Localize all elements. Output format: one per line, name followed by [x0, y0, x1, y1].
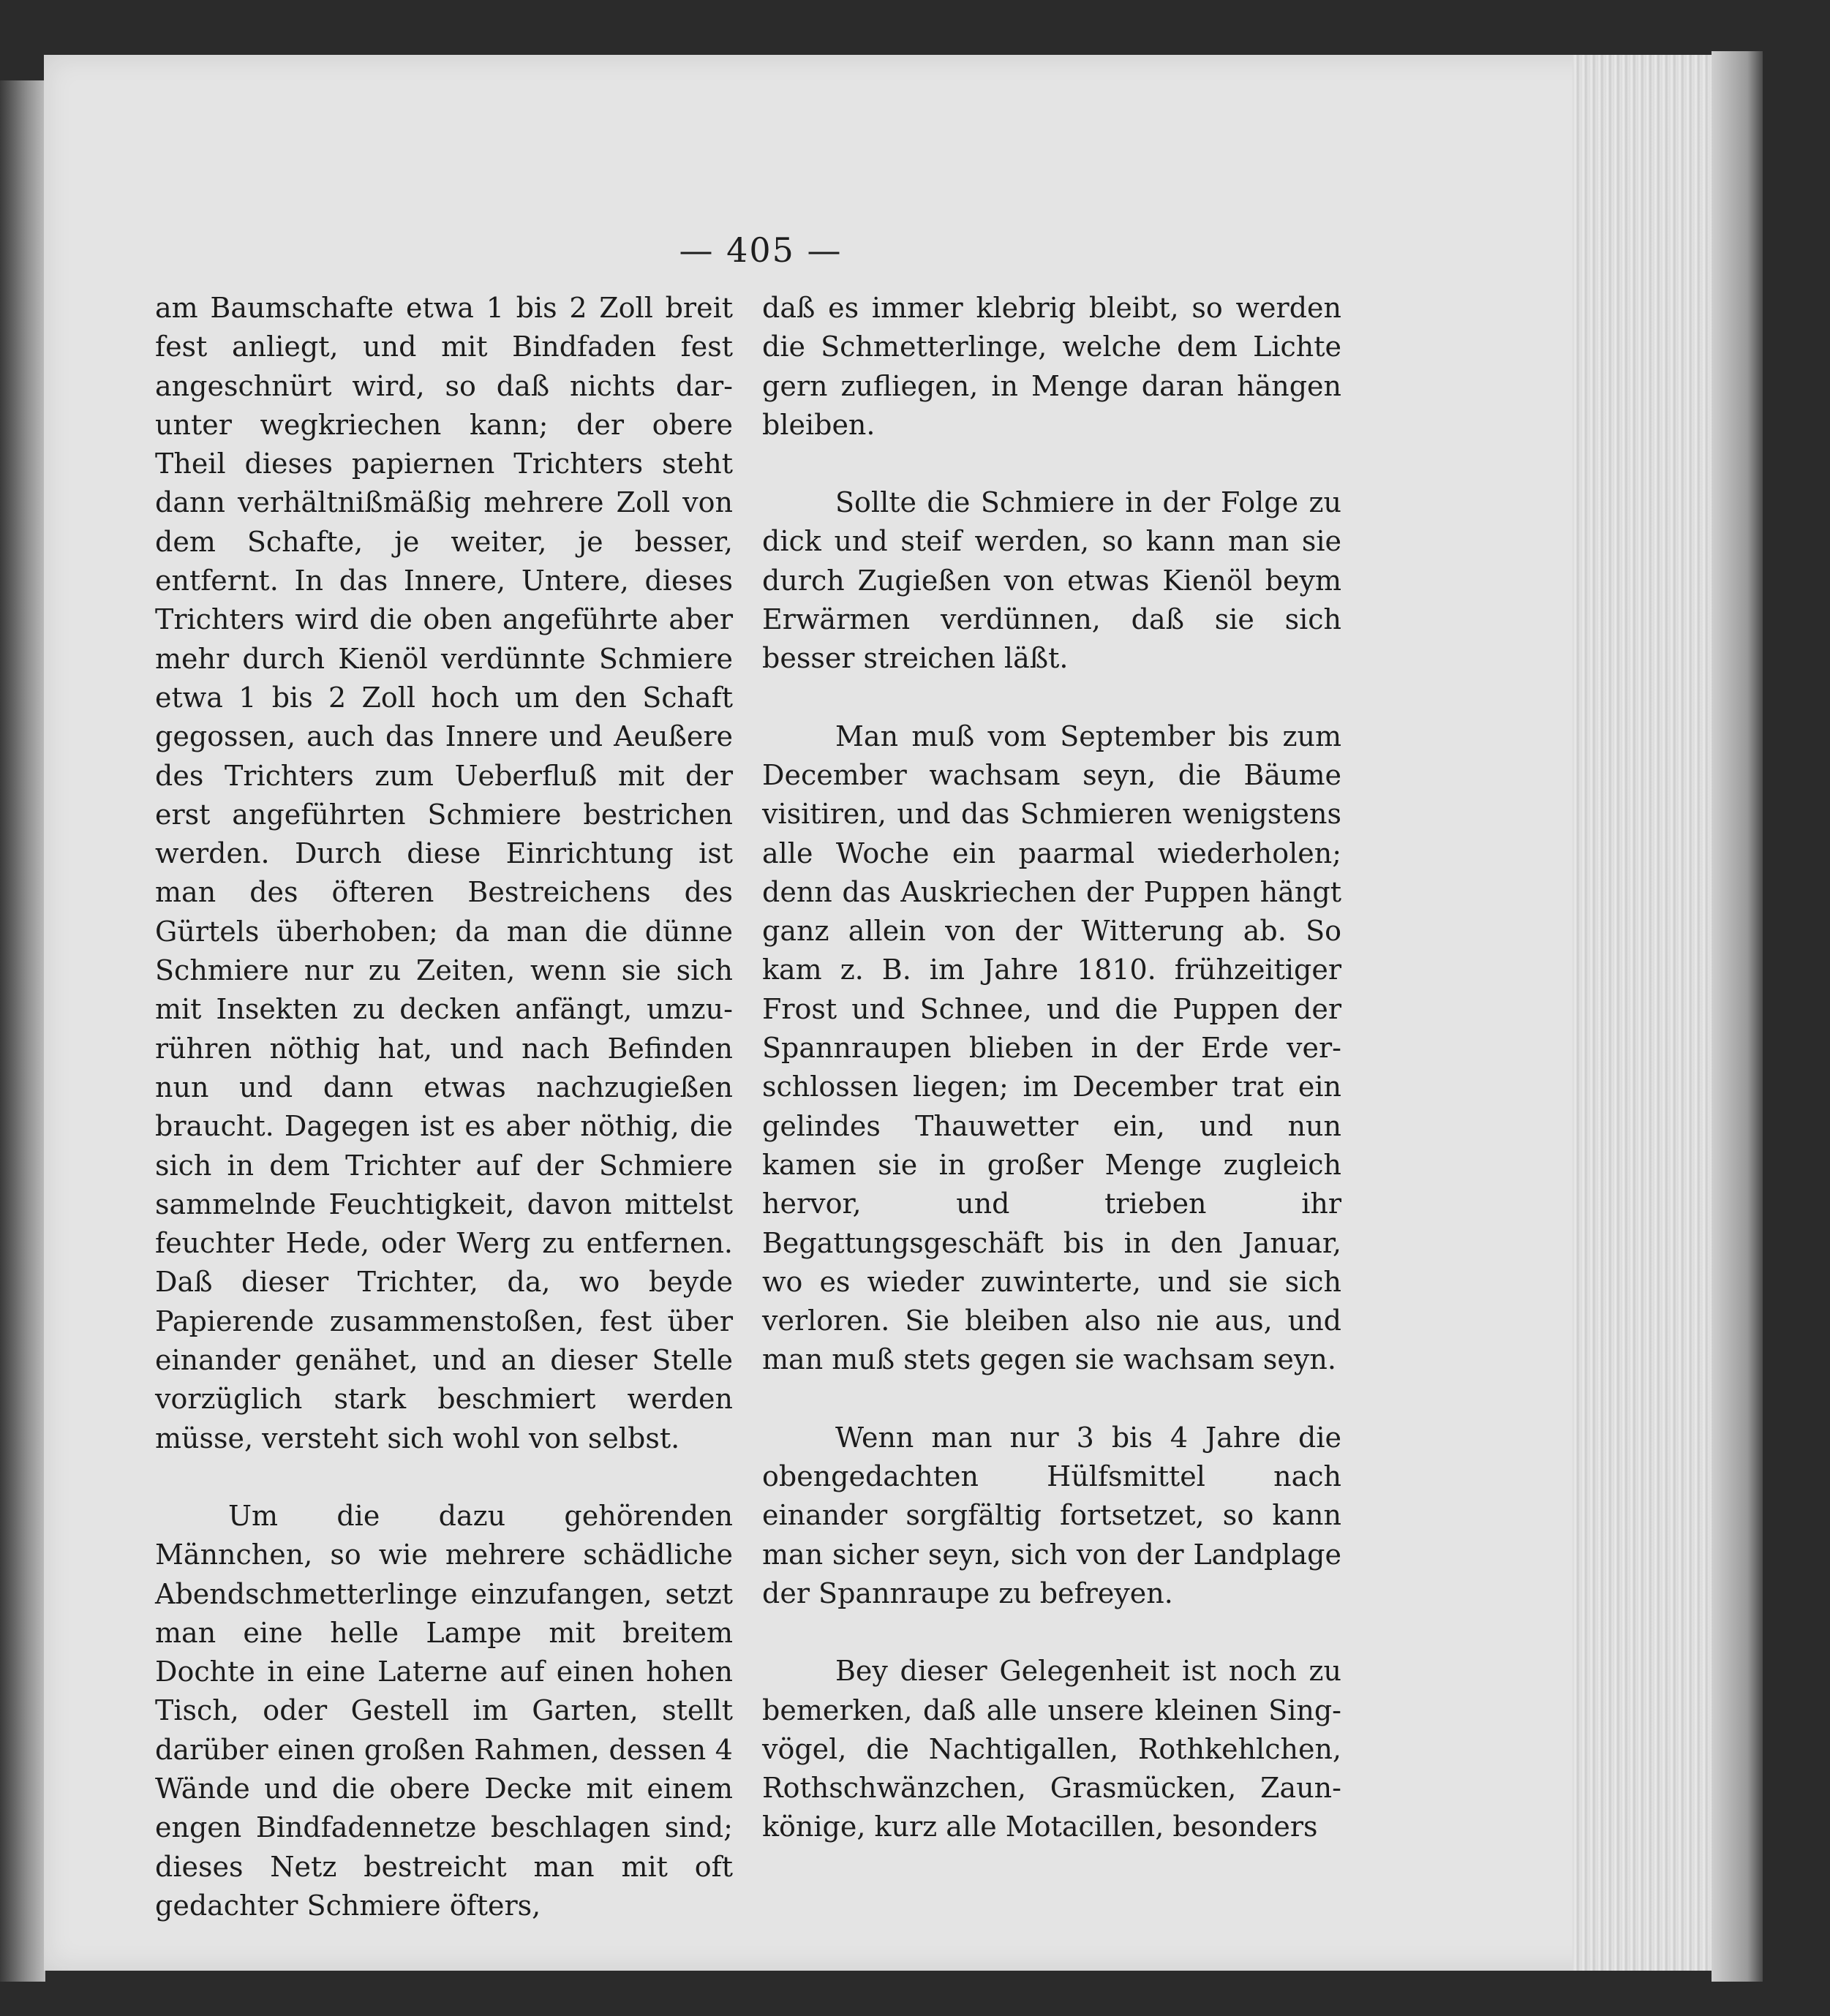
paragraph: Um die dazu gehörenden Männchen, so wie mehrere schädliche Abendschmetterlinge einzufangen, setzt man eine helle Lampe mit breitem Dochte in eine Laterne auf einen hohen Tisch, oder Gestell im Garten, stellt darüber einen großen Rahmen, dessen 4 Wände und die obere Decke mit einem engen Bindfadennetze beschlagen sind; dieses Netz bestreicht man mit oft gedachter Schmiere öfters, — [155, 1499, 733, 1922]
paragraph: Bey dieser Gelegenheit ist noch zu bemerken, daß alle unsere kleinen Singvögel, die Nachtigallen, Rothkehlchen, Rothschwänzchen, Grasmücken, Zaunkönige, kurz alle Motacillen, besonders — [762, 1655, 1341, 1843]
paragraph: Sollte die Schmiere in der Folge zu dick und steif werden, so kann man sie durch Zugießen von etwas Kienöl beym Erwärmen verdünnen, daß sie sich besser streichen läßt. — [762, 486, 1341, 675]
paragraph: Wenn man nur 3 bis 4 Jahre die obengedachten Hülfsmittel nach einander sorgfältig fortsetzet, so kann man sicher seyn, sich von der Landplage der Spannraupe zu befreyen. — [762, 1421, 1341, 1609]
book-fore-edge — [1712, 51, 1763, 1982]
right-text-column — [762, 289, 1341, 1847]
facing-page-edge — [0, 80, 45, 1982]
paragraph-continued: daß es immer klebrig bleibt, so werden die Schmetterlinge, welche dem Lichte gern zufliegen, in Menge daran hängen bleiben. — [762, 292, 1341, 441]
paragraph: Man muß vom September bis zum December wachsam seyn, die Bäume visitiren, und das Schmieren wenigstens alle Woche ein paarmal wiederholen; denn das Auskriechen der Puppen hängt ganz allein von der Witterung ab. So kam z. B. im Jahre 1810. frühzeitiger Frost und Schnee, und die Puppen der Spannraupen blieben in der Erde verschlossen liegen; im December trat ein gelindes Thauwetter ein, und nun kamen sie in großer Menge zugleich hervor, und trieben ihr Begattungsgeschäft bis in den Januar, wo es wieder zuwinterte, und sie sich verloren. Sie bleiben also nie aus, und man muß stets gegen sie wachsam seyn. — [762, 720, 1341, 1376]
left-text-column — [155, 289, 733, 1925]
paragraph-continued: am Baumschafte etwa 1 bis 2 Zoll breit fest anliegt, und mit Bindfaden fest angeschnürt wird, so daß nichts darunter wegkriechen kann; der obere Theil dieses papiernen Trichters steht dann verhältnißmäßig mehrere Zoll von dem Schafte, je weiter, je besser, entfernt. In das Innere, Untere, dieses Trichters wird die oben angeführte aber mehr durch Kienöl verdünnte Schmiere etwa 1 bis 2 Zoll hoch um den Schaft gegossen, auch das Innere und Aeußere des Trichters zum Ueberfluß mit der erst angeführten Schmiere bestrichen werden. Durch diese Einrichtung ist man des öfteren Bestreichens des Gürtels überhoben; da man die dünne Schmiere nur zu Zeiten, wenn sie sich mit Insekten zu decken anfängt, umzurühren nöthig hat, und nach Befinden nun und dann etwas nachzugießen braucht. Dagegen ist es aber nöthig, die sich in dem Trichter auf der Schmiere sammelnde Feuchtigkeit, davon mittelst feuchter Hede, oder Werg zu entfernen. Daß dieser Trichter, da, wo beyde Papierende zusammenstoßen, fest über einander genähet, und an dieser Stelle vorzüglich stark beschmiert werden müsse, versteht sich wohl von selbst. — [155, 292, 733, 1454]
page-number: — 405 — — [679, 230, 843, 270]
